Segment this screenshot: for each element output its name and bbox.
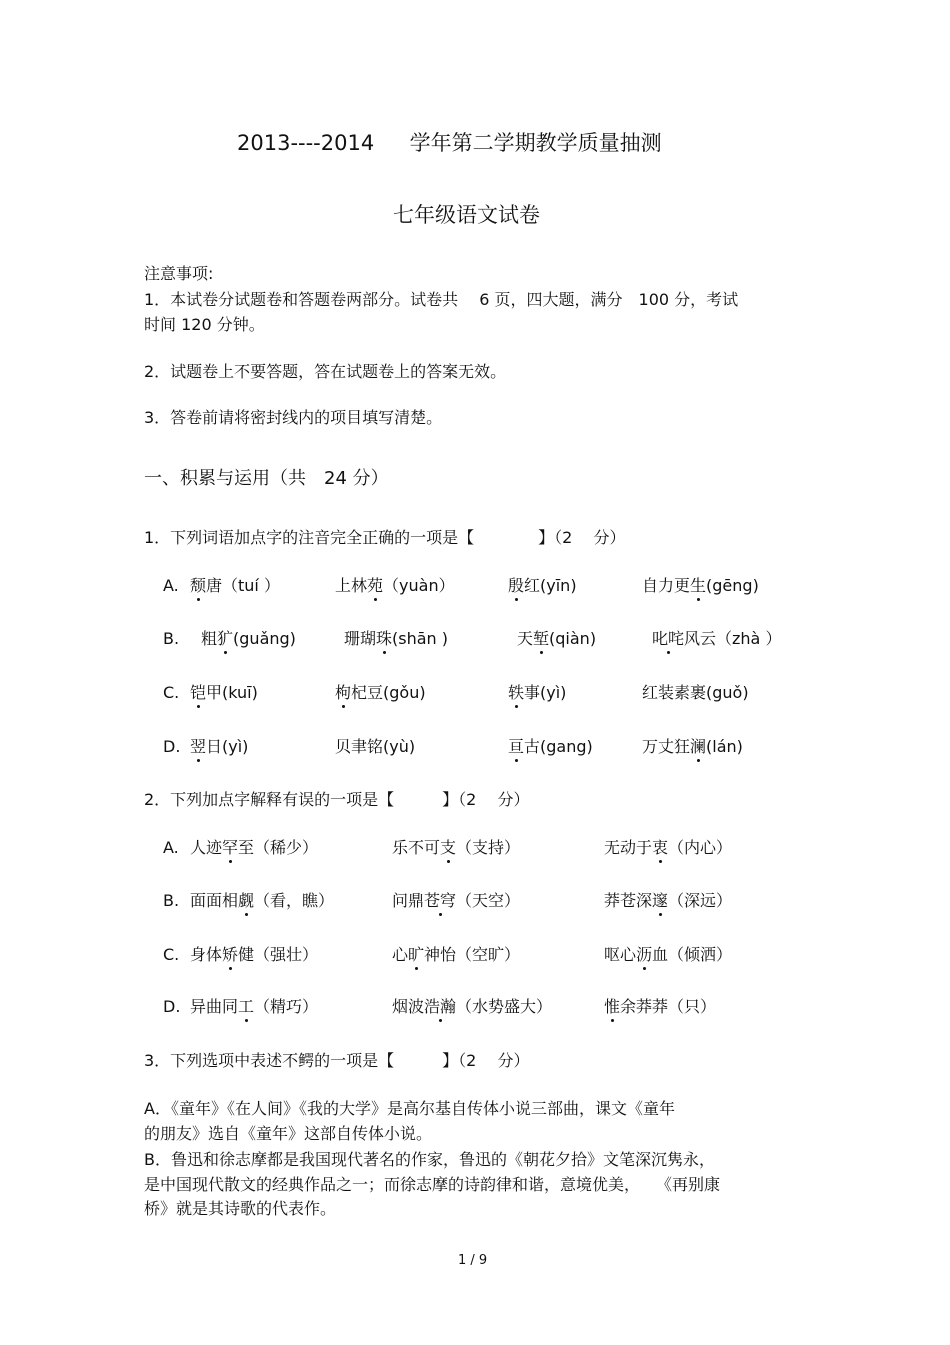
q1-option-a-item-2: 上林苑（yuàn）: [335, 576, 455, 595]
q1-option-d-item-4: 万丈狂澜(lán): [642, 737, 743, 756]
q3-option-a-line-2: 的朋友》选自《童年》这部自传体小说。: [144, 1124, 433, 1143]
question-3-stem: 3．下列选项中表述不鳄的一项是【 】（2 分）: [144, 1051, 530, 1070]
q2-option-b-item-2: 问鼎苍穹（天空）: [392, 891, 521, 910]
section-1-heading: 一、积累与运用（共 24 分）: [144, 468, 389, 489]
q1-option-b-item-4: 叱咤风云（zhà ）: [652, 629, 782, 648]
notice-item-2: 2．试题卷上不要答题，答在试题卷上的答案无效。: [144, 362, 507, 381]
title-text: 学年第二学期教学质量抽测: [409, 131, 662, 155]
q2-option-b-item-3: 莽苍深邃（深远）: [604, 891, 733, 910]
q1-option-d-item-3: 亘古(gang): [508, 737, 593, 756]
notice-item-3: 3．答卷前请将密封线内的项目填写清楚。: [144, 408, 443, 427]
q1-option-a-item-1: 颓唐（tuí ）: [190, 576, 280, 595]
q1-option-c-item-3: 轶事(yì): [508, 683, 567, 702]
q1-option-d-item-1: 翌日(yì): [190, 737, 249, 756]
q1-option-c-item-1: 铠甲(kuī): [190, 683, 258, 702]
notice-heading: 注意事项:: [144, 264, 214, 283]
q1-option-a-item-4: 自力更生(gēng): [642, 576, 759, 595]
q2-option-a-label: A.: [163, 838, 179, 857]
q1-option-d-label: D.: [163, 737, 181, 756]
exam-title: [237, 130, 662, 156]
q2-option-b-label: B.: [163, 891, 180, 910]
notice-item-1-line-2: 时间 120 分钟。: [144, 315, 265, 334]
q1-option-b-label: B.: [163, 629, 180, 648]
q1-option-c-label: C.: [163, 683, 180, 702]
q3-option-a-line-1: A．《童年》《在人间》《我的大学》是高尔基自传体小说三部曲，课文《童年: [144, 1099, 675, 1118]
title-year: 2013----2014: [237, 131, 375, 155]
page-number: 1 / 9: [458, 1253, 488, 1268]
q3-option-b-line-1: B．鲁迅和徐志摩都是我国现代著名的作家，鲁迅的《朝花夕拾》文笔深沉隽永，: [144, 1150, 715, 1169]
q2-option-d-label: D.: [163, 997, 181, 1016]
q2-option-a-item-2: 乐不可支（支持）: [392, 838, 521, 857]
question-1-stem: 1．下列词语加点字的注音完全正确的一项是【 】（2 分）: [144, 528, 626, 547]
notice-item-1-line-1: 1．本试卷分试题卷和答题卷两部分。试卷共 6 页，四大题，满分 100 分，考试: [144, 290, 739, 309]
q3-option-b-line-2: 是中国现代散文的经典作品之一；而徐志摩的诗韵律和谐，意境优美， 《再别康: [144, 1175, 721, 1194]
question-2-stem: 2．下列加点字解释有误的一项是【 】（2 分）: [144, 790, 530, 809]
q1-option-b-item-3: 天堑(qiàn): [517, 629, 597, 648]
q2-option-b-item-1: 面面相觑（看，瞧）: [190, 891, 335, 910]
q2-option-c-item-3: 呕心沥血（倾洒）: [604, 945, 733, 964]
q1-option-c-item-2: 枸杞豆(gǒu): [335, 683, 426, 702]
q1-option-c-item-4: 红装素裹(guǒ): [642, 683, 749, 702]
q2-option-d-item-2: 烟波浩瀚（水势盛大）: [392, 997, 553, 1016]
q2-option-c-label: C.: [163, 945, 180, 964]
q2-option-a-item-1: 人迹罕至（稀少）: [190, 838, 319, 857]
q1-option-d-item-2: 贝聿铭(yù): [335, 737, 416, 756]
q1-option-b-item-1: 粗犷(guǎng): [201, 629, 296, 648]
q2-option-a-item-3: 无动于衷（内心）: [604, 838, 733, 857]
q2-option-d-item-1: 异曲同工（精巧）: [190, 997, 319, 1016]
q2-option-c-item-2: 心旷神怡（空旷）: [392, 945, 521, 964]
q2-option-d-item-3: 惟余莽莽（只）: [604, 997, 717, 1016]
q2-option-c-item-1: 身体矫健（强壮）: [190, 945, 319, 964]
exam-subtitle: 七年级语文试卷: [393, 203, 540, 227]
q1-option-a-label: A.: [163, 576, 179, 595]
q3-option-b-line-3: 桥》就是其诗歌的代表作。: [144, 1199, 337, 1218]
q1-option-b-item-2: 珊瑚珠(shān ): [344, 629, 449, 648]
q1-option-a-item-3: 殷红(yīn): [508, 576, 577, 595]
